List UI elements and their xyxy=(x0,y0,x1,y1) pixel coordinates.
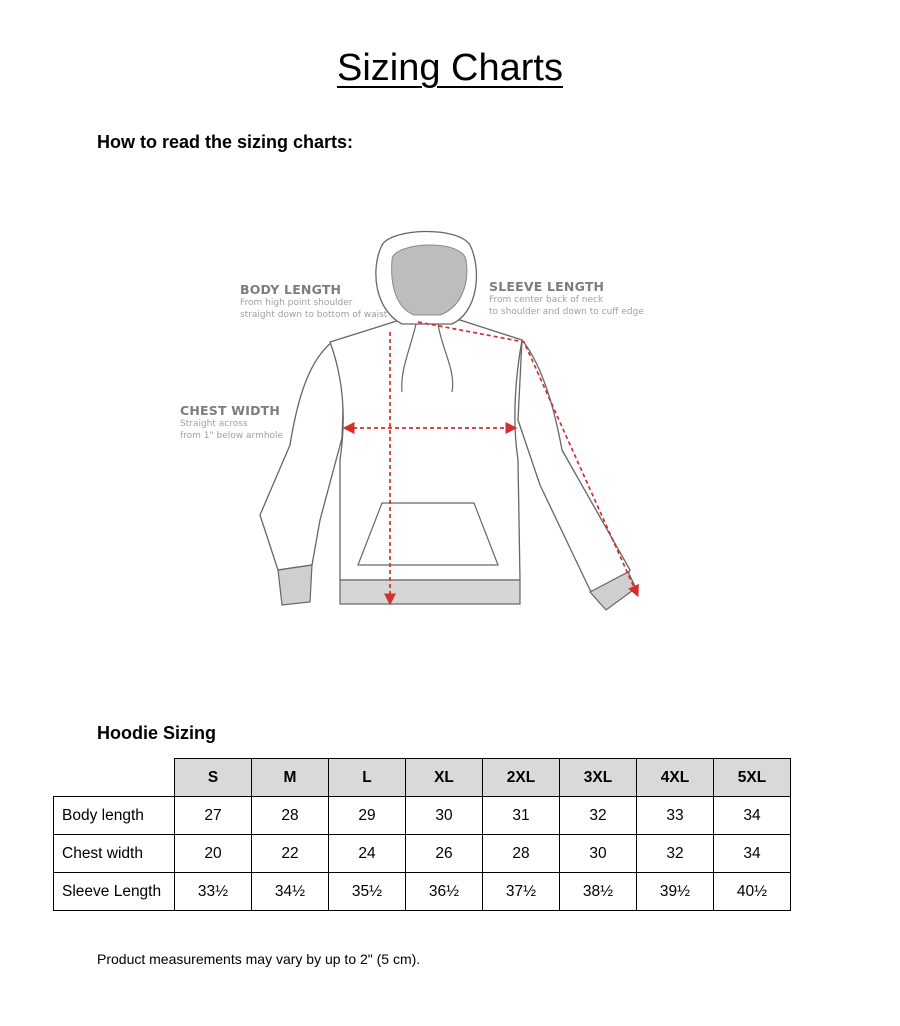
table-cell: 28 xyxy=(252,797,329,835)
row-label: Body length xyxy=(54,797,175,835)
page-title: Sizing Charts xyxy=(337,47,563,89)
table-cell: 28 xyxy=(483,835,560,873)
table-cell: 32 xyxy=(637,835,714,873)
table-cell: 34 xyxy=(714,835,791,873)
right-sleeve xyxy=(518,340,630,605)
table-cell: 24 xyxy=(329,835,406,873)
waistband xyxy=(340,580,520,604)
size-header: M xyxy=(252,759,329,797)
row-label: Sleeve Length xyxy=(54,873,175,911)
size-header: 2XL xyxy=(483,759,560,797)
row-label: Chest width xyxy=(54,835,175,873)
table-cell: 34 xyxy=(714,797,791,835)
table-cell: 30 xyxy=(406,797,483,835)
left-sleeve xyxy=(260,342,344,570)
table-cell: 22 xyxy=(252,835,329,873)
size-header: 5XL xyxy=(714,759,791,797)
corner-cell xyxy=(54,759,175,797)
table-cell: 36½ xyxy=(406,873,483,911)
table-header-row xyxy=(54,759,791,797)
hood-inner xyxy=(392,245,467,315)
sleeve-length-label: SLEEVE LENGTH From center back of neck to shoulder and down to cuff edge xyxy=(489,279,644,317)
hoodie-sizing-heading: Hoodie Sizing xyxy=(97,723,216,743)
table-cell: 39½ xyxy=(637,873,714,911)
table-cell: 32 xyxy=(560,797,637,835)
table-cell: 40½ xyxy=(714,873,791,911)
how-to-heading: How to read the sizing charts: xyxy=(97,132,354,152)
table-row xyxy=(54,873,791,911)
table-cell: 33½ xyxy=(175,873,252,911)
table-cell: 30 xyxy=(560,835,637,873)
table-cell: 33 xyxy=(637,797,714,835)
left-cuff xyxy=(278,565,312,605)
pocket xyxy=(358,503,498,565)
size-table xyxy=(53,758,791,911)
hoodie-diagram xyxy=(170,220,650,615)
table-cell: 37½ xyxy=(483,873,560,911)
table-cell: 26 xyxy=(406,835,483,873)
table-cell: 20 xyxy=(175,835,252,873)
footnote: Product measurements may vary by up to 2" (5 cm). xyxy=(97,951,421,967)
size-header: L xyxy=(329,759,406,797)
size-header: XL xyxy=(406,759,483,797)
size-header: 4XL xyxy=(637,759,714,797)
size-header: S xyxy=(175,759,252,797)
table-cell: 29 xyxy=(329,797,406,835)
table-row xyxy=(54,835,791,873)
table-cell: 31 xyxy=(483,797,560,835)
table-cell: 35½ xyxy=(329,873,406,911)
table-row xyxy=(54,797,791,835)
body-length-label: BODY LENGTH From high point shoulder straight down to bottom of waist xyxy=(240,282,388,320)
table-cell: 27 xyxy=(175,797,252,835)
table-cell: 38½ xyxy=(560,873,637,911)
chest-width-label: CHEST WIDTH Straight across from 1" below armhole xyxy=(180,403,284,441)
size-header: 3XL xyxy=(560,759,637,797)
table-cell: 34½ xyxy=(252,873,329,911)
